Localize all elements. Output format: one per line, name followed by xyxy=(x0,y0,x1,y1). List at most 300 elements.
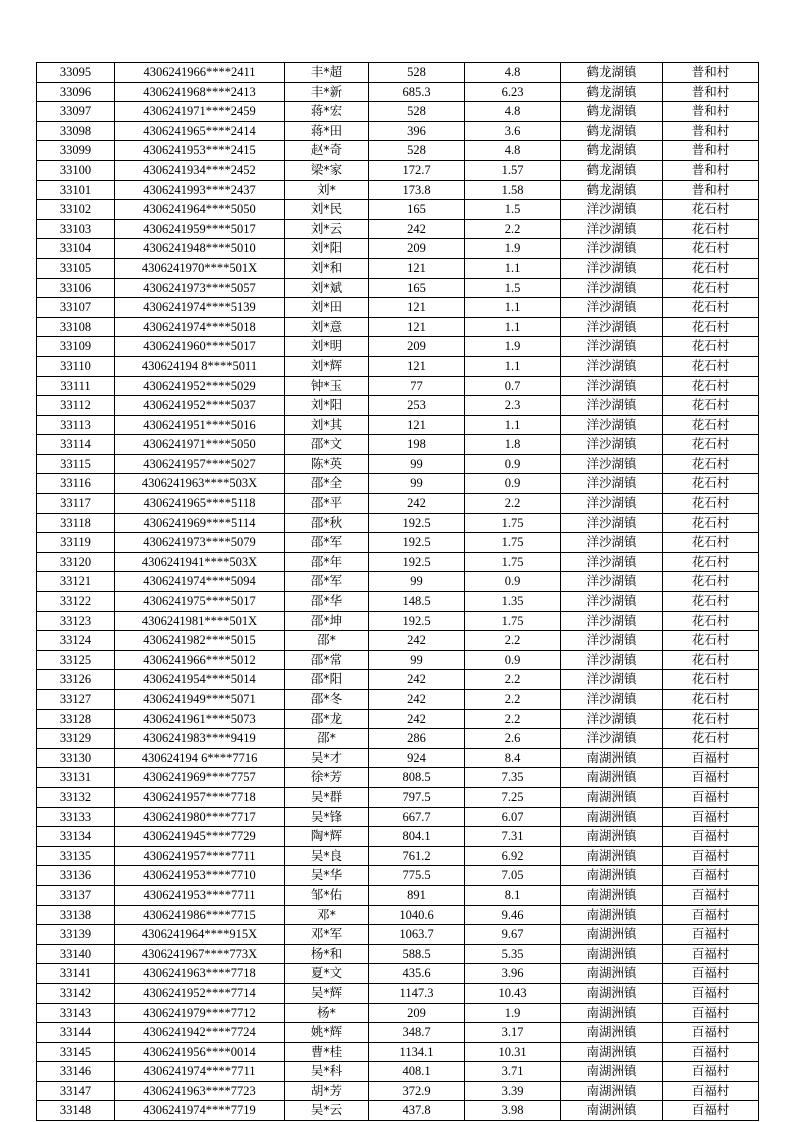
row-amount: 121 xyxy=(369,356,465,376)
row-index: 33146 xyxy=(37,1062,115,1082)
row-id-number: 4306241964****5050 xyxy=(115,200,285,220)
row-area: 1.35 xyxy=(465,592,561,612)
row-village: 花石村 xyxy=(663,239,759,259)
row-area: 1.5 xyxy=(465,278,561,298)
row-index: 33115 xyxy=(37,454,115,474)
row-name: 邵*阳 xyxy=(285,670,369,690)
table-row xyxy=(37,298,759,318)
row-name: 钟*玉 xyxy=(285,376,369,396)
row-village: 花石村 xyxy=(663,611,759,631)
row-index: 33134 xyxy=(37,827,115,847)
row-amount: 121 xyxy=(369,298,465,318)
row-area: 5.35 xyxy=(465,944,561,964)
row-village: 花石村 xyxy=(663,670,759,690)
row-index: 33132 xyxy=(37,787,115,807)
row-amount: 242 xyxy=(369,219,465,239)
row-area: 9.46 xyxy=(465,905,561,925)
table-row xyxy=(37,317,759,337)
row-area: 1.1 xyxy=(465,298,561,318)
row-town: 南湖洲镇 xyxy=(561,807,663,827)
row-area: 1.1 xyxy=(465,415,561,435)
row-town: 洋沙湖镇 xyxy=(561,356,663,376)
row-id-number: 4306241971****2459 xyxy=(115,102,285,122)
table-row xyxy=(37,258,759,278)
row-id-number: 4306241945****7729 xyxy=(115,827,285,847)
row-name: 丰*超 xyxy=(285,63,369,83)
row-id-number: 4306241949****5071 xyxy=(115,690,285,710)
row-name: 邵*冬 xyxy=(285,690,369,710)
row-area: 0.7 xyxy=(465,376,561,396)
table-row xyxy=(37,807,759,827)
table-row xyxy=(37,1081,759,1101)
table-row xyxy=(37,494,759,514)
row-town: 洋沙湖镇 xyxy=(561,239,663,259)
row-amount: 1147.3 xyxy=(369,983,465,1003)
row-village: 花石村 xyxy=(663,435,759,455)
row-village: 百福村 xyxy=(663,807,759,827)
row-area: 2.2 xyxy=(465,219,561,239)
row-id-number: 430624194 6****7716 xyxy=(115,748,285,768)
row-index: 33148 xyxy=(37,1101,115,1121)
row-amount: 588.5 xyxy=(369,944,465,964)
row-town: 洋沙湖镇 xyxy=(561,631,663,651)
row-town: 鹤龙湖镇 xyxy=(561,102,663,122)
row-amount: 192.5 xyxy=(369,611,465,631)
row-village: 百福村 xyxy=(663,866,759,886)
row-area: 1.9 xyxy=(465,337,561,357)
table-row xyxy=(37,356,759,376)
row-amount: 242 xyxy=(369,631,465,651)
row-id-number: 4306241974****7711 xyxy=(115,1062,285,1082)
row-name: 吴*云 xyxy=(285,1101,369,1121)
row-village: 花石村 xyxy=(663,572,759,592)
row-town: 洋沙湖镇 xyxy=(561,690,663,710)
row-area: 1.58 xyxy=(465,180,561,200)
row-name: 邓* xyxy=(285,905,369,925)
row-village: 花石村 xyxy=(663,317,759,337)
row-area: 1.75 xyxy=(465,611,561,631)
row-village: 花石村 xyxy=(663,396,759,416)
row-index: 33104 xyxy=(37,239,115,259)
row-id-number: 4306241952****5029 xyxy=(115,376,285,396)
row-village: 百福村 xyxy=(663,964,759,984)
row-id-number: 4306241974****5139 xyxy=(115,298,285,318)
row-amount: 121 xyxy=(369,415,465,435)
row-amount: 528 xyxy=(369,141,465,161)
row-area: 6.23 xyxy=(465,82,561,102)
row-id-number: 4306241986****7715 xyxy=(115,905,285,925)
row-town: 洋沙湖镇 xyxy=(561,219,663,239)
row-area: 7.31 xyxy=(465,827,561,847)
row-id-number: 4306241959****5017 xyxy=(115,219,285,239)
row-name: 邵*坤 xyxy=(285,611,369,631)
row-area: 1.75 xyxy=(465,513,561,533)
row-village: 花石村 xyxy=(663,650,759,670)
row-town: 洋沙湖镇 xyxy=(561,709,663,729)
row-id-number: 4306241979****7712 xyxy=(115,1003,285,1023)
table-row xyxy=(37,925,759,945)
row-town: 洋沙湖镇 xyxy=(561,317,663,337)
row-area: 1.75 xyxy=(465,552,561,572)
row-town: 南湖洲镇 xyxy=(561,748,663,768)
row-index: 33111 xyxy=(37,376,115,396)
row-index: 33113 xyxy=(37,415,115,435)
row-village: 花石村 xyxy=(663,454,759,474)
row-name: 刘*民 xyxy=(285,200,369,220)
row-town: 鹤龙湖镇 xyxy=(561,160,663,180)
row-village: 百福村 xyxy=(663,768,759,788)
table-body xyxy=(37,63,759,1121)
row-amount: 808.5 xyxy=(369,768,465,788)
row-town: 洋沙湖镇 xyxy=(561,415,663,435)
row-area: 0.9 xyxy=(465,650,561,670)
row-town: 洋沙湖镇 xyxy=(561,454,663,474)
row-name: 邵*文 xyxy=(285,435,369,455)
row-id-number: 4306241967****773X xyxy=(115,944,285,964)
row-id-number: 4306241954****5014 xyxy=(115,670,285,690)
row-id-number: 4306241953****7710 xyxy=(115,866,285,886)
row-village: 花石村 xyxy=(663,278,759,298)
row-area: 1.9 xyxy=(465,1003,561,1023)
row-name: 刘*阳 xyxy=(285,396,369,416)
row-town: 南湖洲镇 xyxy=(561,846,663,866)
table-row xyxy=(37,82,759,102)
table-row xyxy=(37,63,759,83)
row-name: 邵*年 xyxy=(285,552,369,572)
table-row xyxy=(37,1062,759,1082)
row-id-number: 4306241980****7717 xyxy=(115,807,285,827)
row-town: 洋沙湖镇 xyxy=(561,513,663,533)
subsidy-table xyxy=(36,62,759,1121)
row-id-number: 4306241969****7757 xyxy=(115,768,285,788)
row-village: 百福村 xyxy=(663,827,759,847)
row-town: 洋沙湖镇 xyxy=(561,435,663,455)
row-village: 百福村 xyxy=(663,1101,759,1121)
row-area: 3.71 xyxy=(465,1062,561,1082)
table-row xyxy=(37,572,759,592)
row-name: 夏*文 xyxy=(285,964,369,984)
row-name: 邵*军 xyxy=(285,572,369,592)
row-id-number: 4306241957****7711 xyxy=(115,846,285,866)
row-id-number: 4306241942****7724 xyxy=(115,1023,285,1043)
table-row xyxy=(37,787,759,807)
row-amount: 797.5 xyxy=(369,787,465,807)
row-area: 3.17 xyxy=(465,1023,561,1043)
row-area: 1.8 xyxy=(465,435,561,455)
row-village: 普和村 xyxy=(663,82,759,102)
row-id-number: 4306241953****7711 xyxy=(115,885,285,905)
row-index: 33129 xyxy=(37,729,115,749)
row-amount: 242 xyxy=(369,670,465,690)
row-index: 33116 xyxy=(37,474,115,494)
row-index: 33096 xyxy=(37,82,115,102)
row-village: 普和村 xyxy=(663,180,759,200)
row-village: 花石村 xyxy=(663,494,759,514)
row-town: 洋沙湖镇 xyxy=(561,376,663,396)
row-name: 蒋*田 xyxy=(285,121,369,141)
row-amount: 667.7 xyxy=(369,807,465,827)
row-town: 洋沙湖镇 xyxy=(561,670,663,690)
row-name: 邵*平 xyxy=(285,494,369,514)
row-town: 洋沙湖镇 xyxy=(561,572,663,592)
row-index: 33109 xyxy=(37,337,115,357)
row-village: 花石村 xyxy=(663,356,759,376)
row-index: 33124 xyxy=(37,631,115,651)
row-id-number: 4306241968****2413 xyxy=(115,82,285,102)
table-row xyxy=(37,905,759,925)
row-name: 刘*意 xyxy=(285,317,369,337)
row-id-number: 4306241951****5016 xyxy=(115,415,285,435)
row-index: 33110 xyxy=(37,356,115,376)
row-id-number: 4306241982****5015 xyxy=(115,631,285,651)
table-row xyxy=(37,180,759,200)
row-town: 鹤龙湖镇 xyxy=(561,63,663,83)
row-amount: 372.9 xyxy=(369,1081,465,1101)
row-amount: 286 xyxy=(369,729,465,749)
table-row xyxy=(37,533,759,553)
table-row xyxy=(37,513,759,533)
row-amount: 165 xyxy=(369,278,465,298)
row-amount: 437.8 xyxy=(369,1101,465,1121)
row-id-number: 4306241965****5118 xyxy=(115,494,285,514)
table-row xyxy=(37,160,759,180)
row-amount: 924 xyxy=(369,748,465,768)
row-amount: 192.5 xyxy=(369,533,465,553)
row-id-number: 4306241993****2437 xyxy=(115,180,285,200)
row-amount: 242 xyxy=(369,709,465,729)
row-area: 2.2 xyxy=(465,670,561,690)
row-amount: 209 xyxy=(369,337,465,357)
row-id-number: 4306241956****0014 xyxy=(115,1042,285,1062)
row-index: 33123 xyxy=(37,611,115,631)
row-id-number: 4306241963****7723 xyxy=(115,1081,285,1101)
row-amount: 408.1 xyxy=(369,1062,465,1082)
row-area: 3.39 xyxy=(465,1081,561,1101)
row-area: 3.98 xyxy=(465,1101,561,1121)
table-row xyxy=(37,415,759,435)
row-area: 2.2 xyxy=(465,631,561,651)
row-area: 1.5 xyxy=(465,200,561,220)
row-village: 百福村 xyxy=(663,983,759,1003)
row-name: 蒋*宏 xyxy=(285,102,369,122)
row-town: 南湖洲镇 xyxy=(561,1023,663,1043)
row-name: 陶*辉 xyxy=(285,827,369,847)
row-area: 6.92 xyxy=(465,846,561,866)
row-town: 南湖洲镇 xyxy=(561,983,663,1003)
table-row xyxy=(37,690,759,710)
row-name: 刘*其 xyxy=(285,415,369,435)
row-amount: 685.3 xyxy=(369,82,465,102)
row-village: 百福村 xyxy=(663,905,759,925)
table-row xyxy=(37,768,759,788)
table-row xyxy=(37,102,759,122)
row-village: 百福村 xyxy=(663,944,759,964)
row-name: 刘*云 xyxy=(285,219,369,239)
row-town: 南湖洲镇 xyxy=(561,1003,663,1023)
table-row xyxy=(37,552,759,572)
row-index: 33139 xyxy=(37,925,115,945)
row-name: 刘*明 xyxy=(285,337,369,357)
row-name: 刘*阳 xyxy=(285,239,369,259)
row-town: 南湖洲镇 xyxy=(561,925,663,945)
table-row xyxy=(37,592,759,612)
row-amount: 165 xyxy=(369,200,465,220)
row-amount: 121 xyxy=(369,317,465,337)
row-id-number: 4306241963****503X xyxy=(115,474,285,494)
row-town: 洋沙湖镇 xyxy=(561,474,663,494)
row-id-number: 4306241952****7714 xyxy=(115,983,285,1003)
row-area: 1.1 xyxy=(465,258,561,278)
table-row xyxy=(37,1042,759,1062)
row-name: 刘* xyxy=(285,180,369,200)
row-amount: 121 xyxy=(369,258,465,278)
row-index: 33120 xyxy=(37,552,115,572)
row-index: 33099 xyxy=(37,141,115,161)
row-town: 洋沙湖镇 xyxy=(561,611,663,631)
row-area: 6.07 xyxy=(465,807,561,827)
row-index: 33143 xyxy=(37,1003,115,1023)
table-row xyxy=(37,885,759,905)
row-village: 花石村 xyxy=(663,592,759,612)
row-area: 1.57 xyxy=(465,160,561,180)
row-id-number: 4306241965****2414 xyxy=(115,121,285,141)
table-row xyxy=(37,983,759,1003)
row-id-number: 4306241973****5057 xyxy=(115,278,285,298)
row-amount: 348.7 xyxy=(369,1023,465,1043)
row-amount: 99 xyxy=(369,650,465,670)
table-row xyxy=(37,219,759,239)
row-id-number: 4306241970****501X xyxy=(115,258,285,278)
row-village: 花石村 xyxy=(663,709,759,729)
row-amount: 804.1 xyxy=(369,827,465,847)
row-village: 百福村 xyxy=(663,1003,759,1023)
row-area: 1.1 xyxy=(465,356,561,376)
table-row xyxy=(37,944,759,964)
row-index: 33147 xyxy=(37,1081,115,1101)
row-village: 普和村 xyxy=(663,141,759,161)
row-amount: 148.5 xyxy=(369,592,465,612)
row-index: 33108 xyxy=(37,317,115,337)
row-id-number: 4306241961****5073 xyxy=(115,709,285,729)
row-amount: 242 xyxy=(369,690,465,710)
row-index: 33126 xyxy=(37,670,115,690)
row-village: 普和村 xyxy=(663,63,759,83)
row-index: 33125 xyxy=(37,650,115,670)
row-index: 33119 xyxy=(37,533,115,553)
row-index: 33131 xyxy=(37,768,115,788)
row-index: 33101 xyxy=(37,180,115,200)
row-amount: 209 xyxy=(369,1003,465,1023)
row-name: 吴*辉 xyxy=(285,983,369,1003)
row-index: 33103 xyxy=(37,219,115,239)
row-village: 百福村 xyxy=(663,787,759,807)
row-town: 鹤龙湖镇 xyxy=(561,82,663,102)
row-town: 南湖洲镇 xyxy=(561,944,663,964)
table-row xyxy=(37,709,759,729)
row-name: 邵* xyxy=(285,729,369,749)
row-index: 33142 xyxy=(37,983,115,1003)
row-id-number: 430624194 8****5011 xyxy=(115,356,285,376)
row-index: 33130 xyxy=(37,748,115,768)
row-amount: 1063.7 xyxy=(369,925,465,945)
row-name: 曹*桂 xyxy=(285,1042,369,1062)
row-index: 33141 xyxy=(37,964,115,984)
row-id-number: 4306241960****5017 xyxy=(115,337,285,357)
row-amount: 192.5 xyxy=(369,513,465,533)
row-name: 吴*华 xyxy=(285,866,369,886)
row-area: 4.8 xyxy=(465,63,561,83)
row-id-number: 4306241941****503X xyxy=(115,552,285,572)
table-row xyxy=(37,964,759,984)
row-name: 刘*田 xyxy=(285,298,369,318)
row-name: 邵* xyxy=(285,631,369,651)
row-town: 洋沙湖镇 xyxy=(561,278,663,298)
row-index: 33138 xyxy=(37,905,115,925)
row-village: 普和村 xyxy=(663,102,759,122)
row-name: 徐*芳 xyxy=(285,768,369,788)
row-town: 鹤龙湖镇 xyxy=(561,121,663,141)
row-village: 花石村 xyxy=(663,219,759,239)
row-town: 洋沙湖镇 xyxy=(561,552,663,572)
row-amount: 99 xyxy=(369,572,465,592)
row-index: 33118 xyxy=(37,513,115,533)
row-amount: 253 xyxy=(369,396,465,416)
row-village: 百福村 xyxy=(663,1081,759,1101)
row-area: 8.4 xyxy=(465,748,561,768)
row-index: 33145 xyxy=(37,1042,115,1062)
row-amount: 242 xyxy=(369,494,465,514)
row-name: 邵*全 xyxy=(285,474,369,494)
row-area: 7.05 xyxy=(465,866,561,886)
row-area: 2.2 xyxy=(465,709,561,729)
row-amount: 1040.6 xyxy=(369,905,465,925)
row-village: 花石村 xyxy=(663,415,759,435)
row-amount: 435.6 xyxy=(369,964,465,984)
row-amount: 99 xyxy=(369,474,465,494)
row-index: 33121 xyxy=(37,572,115,592)
row-town: 洋沙湖镇 xyxy=(561,729,663,749)
row-name: 陈*英 xyxy=(285,454,369,474)
row-town: 洋沙湖镇 xyxy=(561,258,663,278)
row-name: 刘*斌 xyxy=(285,278,369,298)
row-id-number: 4306241953****2415 xyxy=(115,141,285,161)
row-name: 赵*奇 xyxy=(285,141,369,161)
row-area: 1.9 xyxy=(465,239,561,259)
row-town: 洋沙湖镇 xyxy=(561,298,663,318)
row-town: 鹤龙湖镇 xyxy=(561,180,663,200)
row-amount: 775.5 xyxy=(369,866,465,886)
table-row xyxy=(37,121,759,141)
row-id-number: 4306241974****5018 xyxy=(115,317,285,337)
row-amount: 77 xyxy=(369,376,465,396)
row-name: 吴*良 xyxy=(285,846,369,866)
row-town: 南湖洲镇 xyxy=(561,768,663,788)
row-name: 吴*科 xyxy=(285,1062,369,1082)
row-area: 3.96 xyxy=(465,964,561,984)
row-id-number: 4306241981****501X xyxy=(115,611,285,631)
row-name: 邵*秋 xyxy=(285,513,369,533)
row-village: 百福村 xyxy=(663,885,759,905)
row-amount: 1134.1 xyxy=(369,1042,465,1062)
row-index: 33140 xyxy=(37,944,115,964)
row-town: 南湖洲镇 xyxy=(561,885,663,905)
row-area: 2.3 xyxy=(465,396,561,416)
row-village: 百福村 xyxy=(663,1042,759,1062)
row-area: 10.31 xyxy=(465,1042,561,1062)
table-row xyxy=(37,650,759,670)
row-town: 鹤龙湖镇 xyxy=(561,141,663,161)
row-town: 洋沙湖镇 xyxy=(561,200,663,220)
